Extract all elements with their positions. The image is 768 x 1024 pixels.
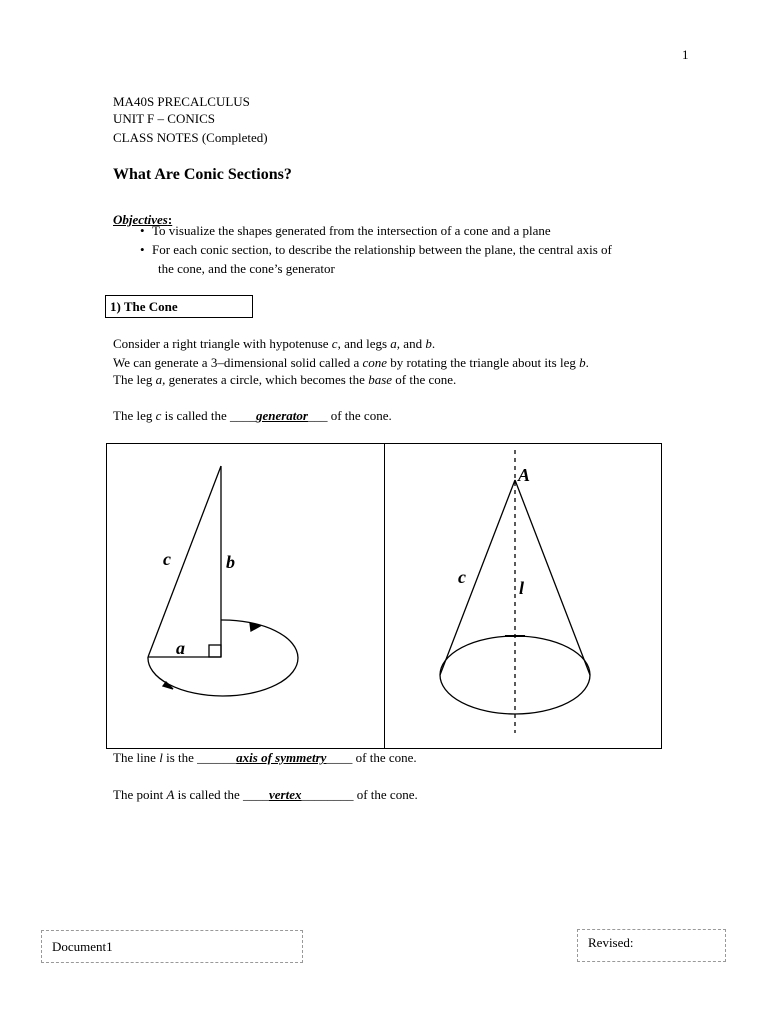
text-run: The leg bbox=[113, 408, 156, 423]
var-A: A bbox=[166, 787, 175, 802]
footer-document-name: Document1 bbox=[52, 939, 113, 954]
objective-item-continuation: the cone, and the cone’s generator bbox=[158, 261, 335, 276]
text-run: . bbox=[585, 355, 589, 370]
section-heading: 1) The Cone bbox=[110, 299, 178, 314]
text-run: by rotating the triangle about its leg bbox=[387, 355, 580, 370]
label-c-right: c bbox=[458, 567, 466, 587]
paragraph-line-1 bbox=[113, 335, 435, 352]
text-run: ___ of the cone. bbox=[307, 408, 392, 423]
objectives-list bbox=[132, 221, 712, 259]
footer-revised-label: Revised: bbox=[588, 935, 634, 950]
figure-right-panel bbox=[384, 443, 662, 749]
text-run: and bbox=[400, 336, 426, 351]
text-run: . bbox=[431, 336, 436, 351]
var-a: a, bbox=[390, 336, 401, 351]
text-run: ____ of the cone. bbox=[326, 750, 417, 765]
text-run: The line bbox=[113, 750, 160, 765]
term-cone: cone bbox=[362, 355, 388, 370]
text-run: is called the ____ bbox=[174, 787, 269, 802]
section-heading-box bbox=[105, 295, 253, 318]
text-run: We can generate a 3–dimensional solid called a bbox=[113, 355, 363, 370]
text-run: ________ of the cone. bbox=[301, 787, 418, 802]
var-b: b bbox=[579, 355, 586, 370]
page-number: 1 bbox=[682, 47, 689, 62]
answer-vertex: vertex bbox=[268, 787, 302, 802]
question-generator bbox=[113, 407, 392, 424]
var-l: l bbox=[159, 750, 163, 765]
label-l: l bbox=[519, 578, 525, 598]
paragraph-line-3 bbox=[113, 371, 456, 388]
notes-label: CLASS NOTES (Completed) bbox=[113, 130, 268, 145]
course-name: MA40S PRECALCULUS bbox=[113, 94, 250, 109]
figure-left-panel bbox=[106, 443, 385, 749]
objectives-colon: : bbox=[167, 212, 173, 227]
objective-item: • To visualize the shapes generated from the intersection of a cone and a plane bbox=[132, 221, 712, 240]
page-title: What Are Conic Sections? bbox=[113, 166, 292, 183]
term-base: base bbox=[368, 372, 393, 387]
footer-document-box bbox=[41, 930, 303, 963]
text-run: The point bbox=[113, 787, 167, 802]
answer-axis: axis of symmetry bbox=[236, 750, 327, 765]
objectives-label: Objectives bbox=[113, 212, 168, 227]
var-c: c bbox=[331, 336, 338, 351]
answer-generator: generator bbox=[255, 408, 308, 423]
text-run: The leg bbox=[113, 372, 156, 387]
unit-name: UNIT F – CONICS bbox=[113, 111, 215, 126]
paragraph-line-2 bbox=[113, 354, 589, 371]
text-run: is called the ____ bbox=[161, 408, 256, 423]
question-vertex bbox=[113, 786, 418, 803]
text-run: is the ______ bbox=[162, 750, 237, 765]
label-c-left: c bbox=[163, 549, 171, 569]
question-axis bbox=[113, 749, 417, 766]
label-b-left: b bbox=[226, 552, 235, 572]
footer-revised-box bbox=[577, 929, 726, 962]
label-a-left: a bbox=[176, 638, 185, 658]
var-b: b bbox=[425, 336, 432, 351]
var-a: a, bbox=[155, 372, 166, 387]
label-A: A bbox=[518, 465, 531, 485]
text-run: Consider a right triangle with hypotenuse bbox=[113, 336, 332, 351]
objective-item: • For each conic section, to describe the relationship between the plane, the central axis of bbox=[132, 240, 712, 259]
text-run: of the cone. bbox=[392, 372, 457, 387]
text-run: generates a circle, which becomes the bbox=[165, 372, 369, 387]
var-c: c bbox=[155, 408, 162, 423]
text-run: , and legs bbox=[337, 336, 391, 351]
